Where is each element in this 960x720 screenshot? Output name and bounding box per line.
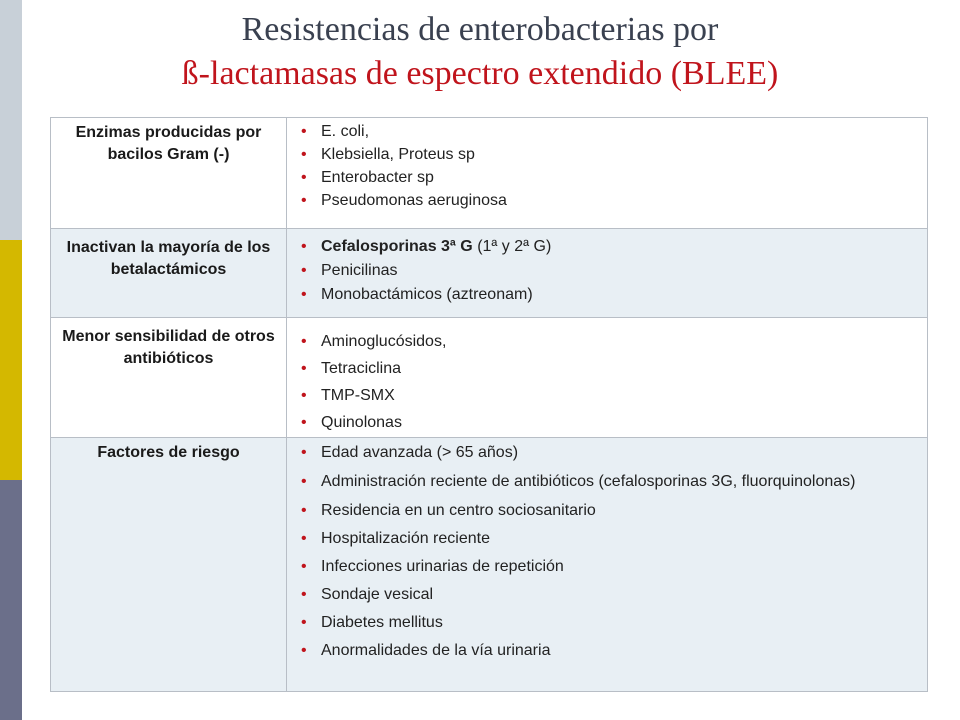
list-item: • Sondaje vesical (301, 583, 927, 607)
slide-title (60, 8, 900, 96)
side-strip-middle (0, 240, 22, 480)
list-item: • Administración reciente de antibióticos (cefalosporinas 3G, fluorquinolonas) (301, 469, 927, 495)
list-item (301, 235, 927, 259)
list-item: • Pseudomonas aeruginosa (301, 189, 927, 212)
list-item: • Quinolonas (301, 409, 927, 436)
title-line-1: Resistencias de enterobacterias por (241, 11, 719, 48)
list-item: • TMP-SMX (301, 382, 927, 409)
list-inactivan (287, 229, 927, 307)
list-item: • Edad avanzada (> 65 años) (301, 441, 927, 465)
row-label-menor-sensibilidad: Menor sensibilidad de otros antibióticos (62, 328, 275, 367)
list-item-bold: Cefalosporinas 3ª G (321, 238, 473, 255)
list-item: • Infecciones urinarias de repetición (301, 555, 927, 579)
list-item-rest: (1ª y 2ª G) (472, 238, 552, 255)
list-item: • Aminoglucósidos, (301, 328, 927, 355)
list-item: • Anormalidades de la vía urinaria (301, 639, 927, 663)
table-row-factores (51, 438, 928, 692)
list-item: • Tetraciclina (301, 355, 927, 382)
table-row-menor-sensibilidad (51, 318, 928, 438)
side-strip-top (0, 0, 22, 240)
list-item: • Monobactámicos (aztreonam) (301, 283, 927, 307)
row-label-factores: Factores de riesgo (97, 444, 240, 461)
list-item: • E. coli, (301, 120, 927, 143)
list-item: • Penicilinas (301, 259, 927, 283)
list-item: • Residencia en un centro sociosanitario (301, 499, 927, 523)
list-factores (287, 438, 927, 663)
list-item: • Klebsiella, Proteus sp (301, 143, 927, 166)
list-menor-sensibilidad (287, 318, 927, 436)
blee-table (50, 117, 928, 692)
table-row-enzimas (51, 118, 928, 229)
side-strip-bottom (0, 480, 22, 720)
list-item: • Hospitalización reciente (301, 527, 927, 551)
list-item: • Enterobacter sp (301, 166, 927, 189)
row-label-enzimas: Enzimas producidas por bacilos Gram (-) (75, 124, 262, 163)
row-label-inactivan: Inactivan la mayoría de los betalactámicos (66, 239, 271, 278)
title-line-2: ß-lactamasas de espectro extendido (BLEE) (181, 55, 779, 92)
table-row-inactivan (51, 229, 928, 318)
list-enzimas (287, 118, 927, 212)
list-item: • Diabetes mellitus (301, 611, 927, 635)
